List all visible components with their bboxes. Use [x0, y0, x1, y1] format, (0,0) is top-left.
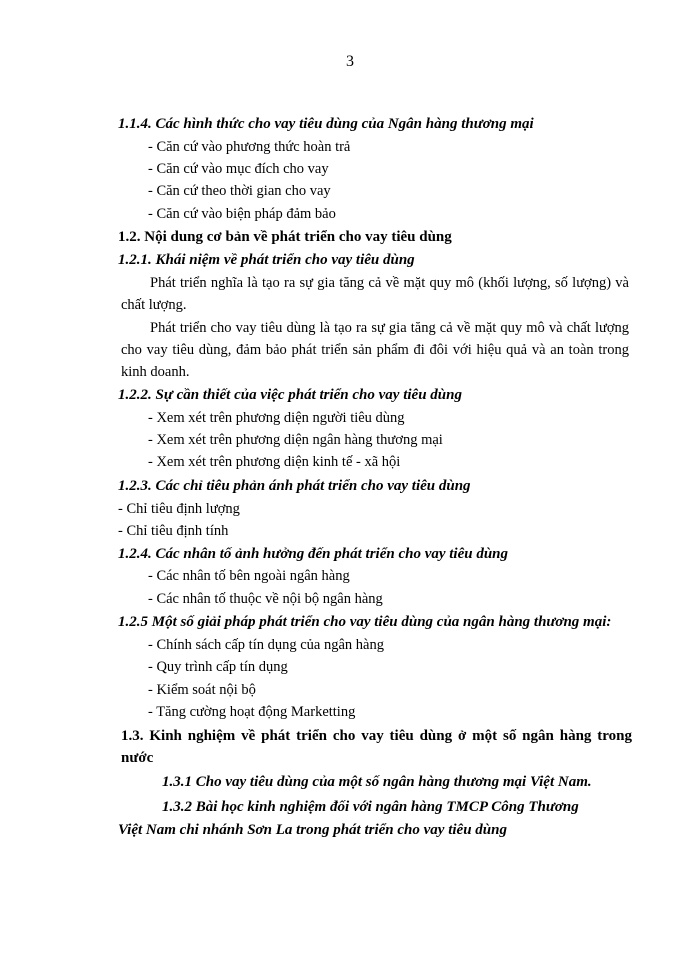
list-item: - Xem xét trên phương diện ngân hàng thương mại [148, 432, 443, 448]
section-1-3-2-heading-line2: Việt Nam chi nhánh Sơn La trong phát triển cho vay tiêu dùng [118, 822, 507, 838]
section-1-2-3-heading: 1.2.3. Các chỉ tiêu phản ánh phát triển cho vay tiêu dùng [118, 478, 471, 494]
section-1-3-2-heading-line1: 1.3.2 Bài học kinh nghiệm đối với ngân hàng TMCP Công Thương [162, 799, 579, 815]
section-1-1-4-heading: 1.1.4. Các hình thức cho vay tiêu dùng của Ngân hàng thương mại [118, 116, 534, 132]
list-item: - Căn cứ theo thời gian cho vay [148, 183, 331, 199]
section-1-2-heading: 1.2. Nội dung cơ bản về phát triển cho vay tiêu dùng [118, 229, 452, 245]
list-item: - Các nhân tố bên ngoài ngân hàng [148, 568, 350, 584]
section-1-2-1-heading: 1.2.1. Khái niệm về phát triển cho vay tiêu dùng [118, 252, 415, 268]
section-1-2-5-heading: 1.2.5 Một số giải pháp phát triển cho vay tiêu dùng của ngân hàng thương mại: [118, 614, 612, 630]
list-item: - Kiểm soát nội bộ [148, 682, 256, 698]
list-item: - Chỉ tiêu định tính [118, 523, 229, 539]
paragraph-consumer-lending-development: Phát triển cho vay tiêu dùng là tạo ra sự gia tăng cả về mặt quy mô và chất lượng cho vay tiêu dùng, đảm bảo phát triển sản phẩm đi đôi với hiệu quả và an toàn trong kinh doanh. [121, 320, 629, 380]
section-1-3-1-heading: 1.3.1 Cho vay tiêu dùng của một số ngân hàng thương mại Việt Nam. [162, 774, 592, 790]
page-number: 3 [346, 53, 354, 70]
list-item: - Căn cứ vào phương thức hoàn trả [148, 139, 351, 155]
list-item: - Xem xét trên phương diện người tiêu dùng [148, 410, 405, 426]
list-item: - Căn cứ vào mục đích cho vay [148, 161, 329, 177]
list-item: - Căn cứ vào biện pháp đảm bảo [148, 206, 336, 222]
list-item: - Xem xét trên phương diện kinh tế - xã hội [148, 454, 401, 470]
list-item: - Quy trình cấp tín dụng [148, 659, 288, 675]
paragraph-development-definition: Phát triển nghĩa là tạo ra sự gia tăng cả về mặt quy mô (khối lượng, số lượng) và chất lượng. [121, 275, 629, 313]
section-1-2-2-heading: 1.2.2. Sự cần thiết của việc phát triển cho vay tiêu dùng [118, 387, 462, 403]
section-1-3-heading: 1.3. Kinh nghiệm về phát triển cho vay tiêu dùng ở một số ngân hàng trong nước [121, 728, 632, 766]
list-item: - Chỉ tiêu định lượng [118, 501, 240, 517]
list-item: - Các nhân tố thuộc về nội bộ ngân hàng [148, 591, 383, 607]
list-item: - Tăng cường hoạt động Marketting [148, 704, 356, 720]
list-item: - Chính sách cấp tín dụng của ngân hàng [148, 637, 384, 653]
section-1-2-4-heading: 1.2.4. Các nhân tố ảnh hưởng đến phát triển cho vay tiêu dùng [118, 546, 509, 562]
